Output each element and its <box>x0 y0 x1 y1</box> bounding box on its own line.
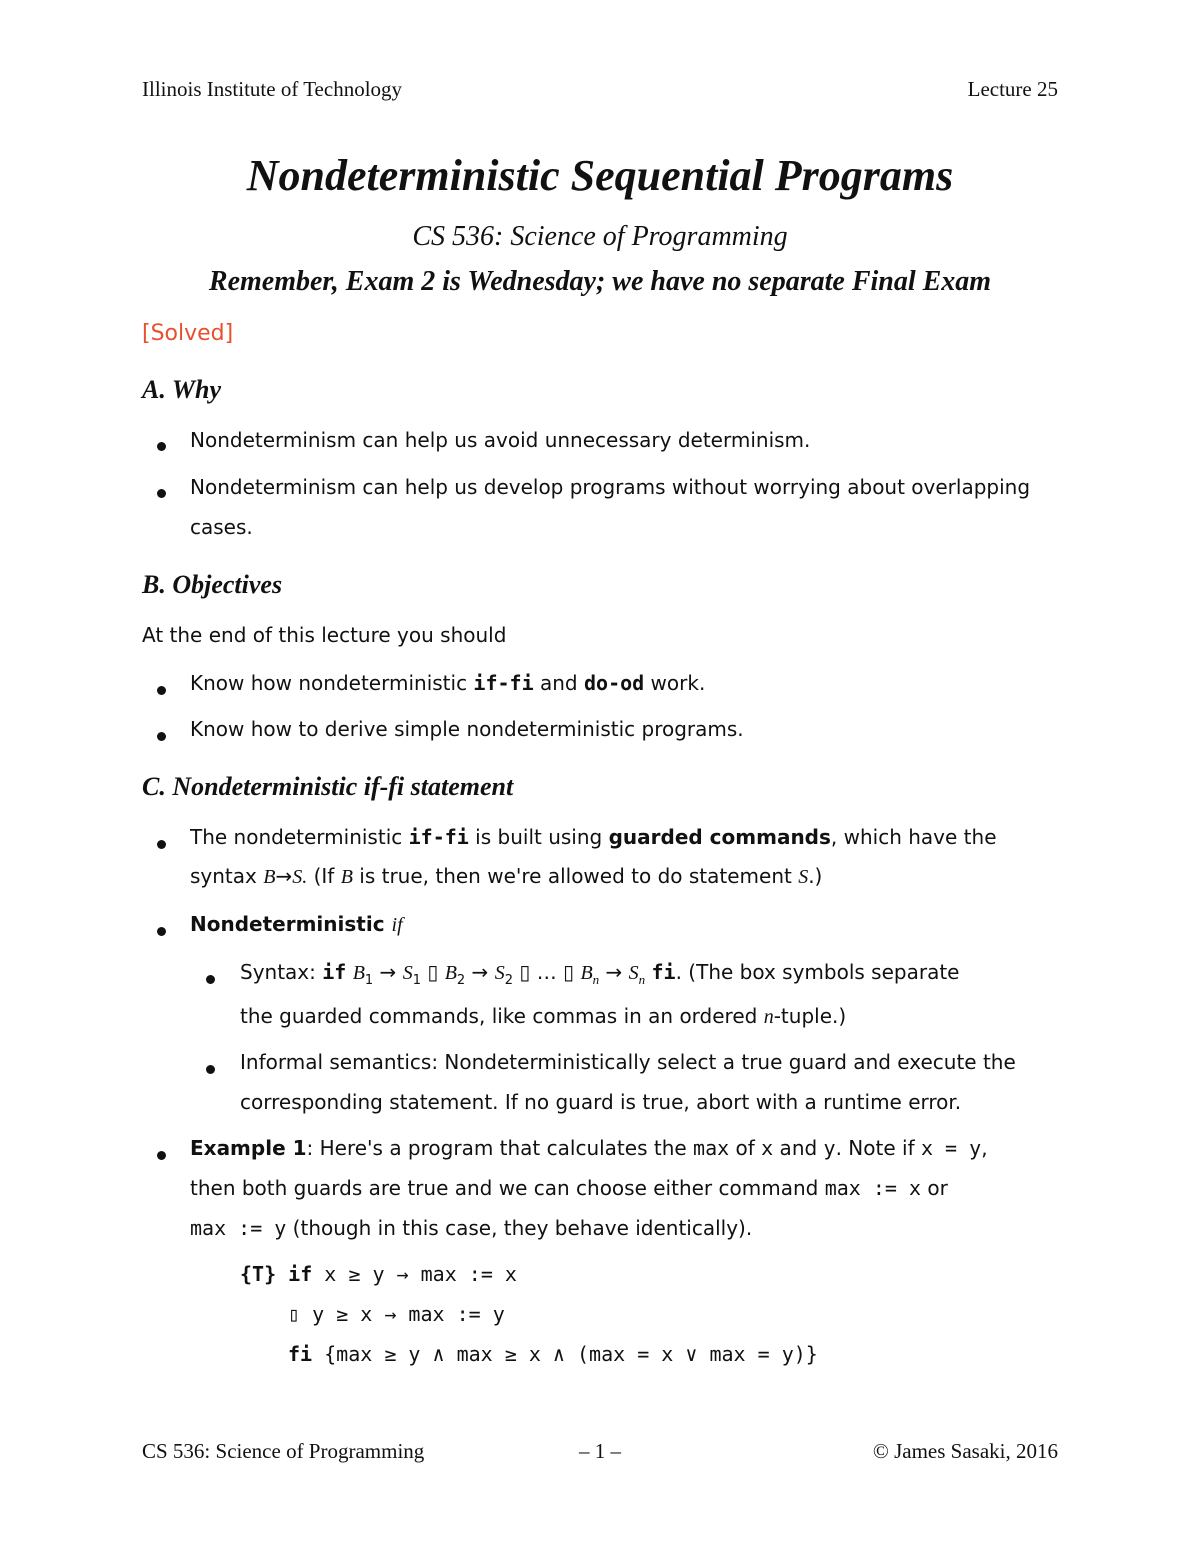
semantics-line-1: Informal semantics: Nondeterministically select a true guard and execute the <box>240 1050 1016 1074</box>
footer-copyright: © James Sasaki, 2016 <box>872 1439 1058 1463</box>
bullet-icon <box>157 489 166 498</box>
box-separator: ▯ <box>563 960 575 984</box>
example-line-2: then both guards are true and we can choose either command max := x or <box>190 1176 948 1200</box>
objective-2: Know how to derive simple nondeterministic programs. <box>190 717 744 741</box>
syntax-line-2: the guarded commands, like commas in an ordered n-tuple.) <box>240 1004 847 1028</box>
example-line-1: Example 1: Here's a program that calculates the max of x and y. Note if x = y, <box>190 1136 988 1160</box>
bullet-icon <box>157 927 166 936</box>
bullet-icon <box>157 686 166 695</box>
footer-page-number: – 1 – <box>579 1439 621 1463</box>
box-separator: ▯ <box>288 1302 301 1326</box>
code-if-fi: if-fi <box>473 671 534 695</box>
box-separator: ▯ <box>427 960 439 984</box>
semantics-line-2: corresponding statement. If no guard is true, abort with a runtime error. <box>240 1090 962 1114</box>
bullet-icon <box>157 732 166 741</box>
header-lecture: Lecture 25 <box>967 77 1058 101</box>
section-a-bullet-2: Nondeterminism can help us develop programs without worrying about overlapping <box>190 475 1031 499</box>
bullet-icon <box>206 975 215 984</box>
solved-tag: [Solved] <box>142 321 234 346</box>
program-line-1: {T} if x ≥ y → max := x <box>240 1262 517 1286</box>
bullet-icon <box>206 1065 215 1074</box>
section-a-bullet-2-cont: cases. <box>190 515 253 539</box>
guarded-commands-para-line-2: syntax B→S. (If B is true, then we're allowed to do statement S.) <box>190 864 823 888</box>
program-line-3: fi {max ≥ y ∧ max ≥ x ∧ (max = x ∨ max = y)} <box>288 1342 818 1366</box>
guarded-commands-para-line-1: The nondeterministic if-fi is built using guarded commands, which have the <box>190 825 997 849</box>
section-b-heading: B. Objectives <box>142 570 283 599</box>
box-separator: ▯ <box>519 960 531 984</box>
objectives-intro: At the end of this lecture you should <box>142 623 507 647</box>
bullet-icon <box>157 1151 166 1160</box>
nondeterministic-if-label: Nondeterministic if <box>190 912 403 936</box>
course-subtitle: CS 536: Science of Programming <box>412 221 788 252</box>
section-c-heading: C. Nondeterministic if-fi statement <box>142 772 514 801</box>
section-a-bullet-1: Nondeterminism can help us avoid unnecessary determinism. <box>190 428 811 452</box>
bullet-icon <box>157 442 166 451</box>
code-do-od: do-od <box>583 671 645 695</box>
program-line-2: ▯ y ≥ x → max := y <box>288 1302 505 1326</box>
exam-reminder: Remember, Exam 2 is Wednesday; we have no separate Final Exam <box>208 266 992 297</box>
syntax-line-1: Syntax: if $B_1 \to S_1$ ▯ $B_2 \to S_2$ ▯ … ▯ $B_n \to S_n$ fi. (The box symbols separate <box>240 960 960 988</box>
header-institution: Illinois Institute of Technology <box>142 77 403 101</box>
bullet-icon <box>157 840 166 849</box>
objective-1: Know how nondeterministic if-fi and do-od work. <box>190 671 706 695</box>
section-a-heading: A. Why <box>142 375 221 404</box>
footer-course: CS 536: Science of Programming <box>142 1439 425 1463</box>
page-title: Nondeterministic Sequential Programs <box>246 151 954 200</box>
example-line-3: max := y (though in this case, they behave identically). <box>190 1216 753 1240</box>
